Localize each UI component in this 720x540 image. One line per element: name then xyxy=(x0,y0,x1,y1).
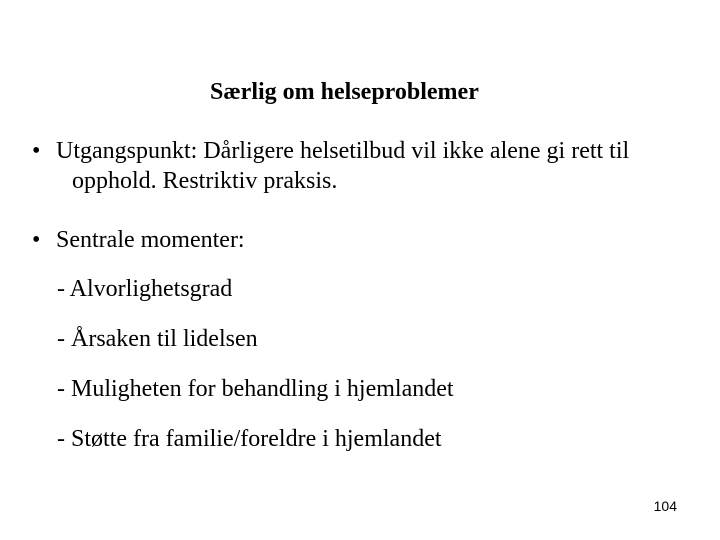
sub-item-severity: - Alvorlighetsgrad xyxy=(57,276,233,302)
bullet-icon: • xyxy=(32,138,41,164)
sub-item-cause: - Årsaken til lidelsen xyxy=(57,326,258,352)
bullet-text: Utgangspunkt: Dårligere helsetilbud vil ikke alene gi rett til xyxy=(56,138,630,164)
page-number: 104 xyxy=(653,498,677,514)
sub-item-treatment: - Muligheten for behandling i hjemlandet xyxy=(57,376,454,402)
bullet-item-1 xyxy=(32,136,629,166)
sub-item-family-support: - Støtte fra familie/foreldre i hjemlandet xyxy=(57,426,442,452)
slide-title: Særlig om helseproblemer xyxy=(210,79,479,105)
bullet-item-2 xyxy=(32,225,245,255)
bullet-text: Sentrale momenter: xyxy=(56,227,245,253)
bullet-text-continuation: opphold. Restriktiv praksis. xyxy=(72,168,338,194)
bullet-icon: • xyxy=(32,227,41,253)
